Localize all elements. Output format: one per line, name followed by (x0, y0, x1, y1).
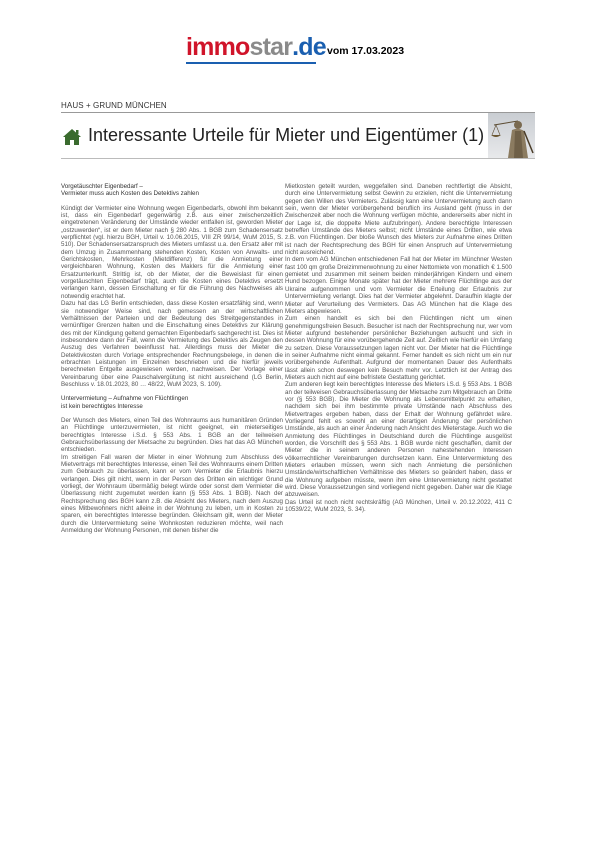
paragraph: Dazu hat das LG Berlin entschieden, dass diese Kosten ersatzfähig sind, wenn sie notwendiger Weise sind, nach gemessen an der wirtschaftlichen Verhältnissen der Parteien und der Bedeutung des Streitgegenstandes in vernünftiger Grenzen halten und die Einschaltung eines Detektivs zur Klärung des mit der Kündigung geltend gemachten Eigenbedarfs sachgerecht ist. Dies ist insbesondere dann der Fall, wenn die Vermietung des Detektivs als Zeugen den Auszug des Verfahren beeinflusst hat. Allerdings muss der Mieter die Detektivkosten durch Vorlage entsprechender Rechnungsbelege, in denen die erbrachten Leistungen im Einzelnen beschrieben und die hierfür jeweils berechneten Entgelte ausgewiesen werden, nachweisen. Der Vorlage einer Vereinbarung über eine Pauschalvergütung ist nicht ausreichend (LG Berlin, Beschluss v. 18.01.2023, 80 … 48/22, WuM 2023, S. 109). (61, 300, 283, 388)
paragraph: Zum anderen liegt kein berechtigtes Interesse des Mieters i.S.d. § 553 Abs. 1 BGB an der teilweisen Gebrauchsüberlassung der Mietsache zum Mitgebrauch an Dritte vor (§ 553 BGB). Die Mieter die Wohnung als Lebensmittelpunkt zu erhalten, nachdem sich bei ihm bestimmte private Umstände nach Abschluss des Mietvertrages ergeben haben, dass der Erhalt der Wohnung gefährdet wäre. Vorliegend fehlt es sowohl an einer derartigen Änderung der persönlichen Umstände, als auch an einer Änderung nach Ansicht des Mieterstage. Auch wo die Anmietung des Flüchtlinges in Deutschland durch die Flüchtlinge ausgelöst worden, die Vorschrift des § 553 Abs. 1 BGB wurde nicht geschaffen, damit der Mieter die in seinem anderen Personen nahestehenden Interessen völkerrechtlicher Vereinbarungen durchsetzen kann. Eine Untervermietung des Mieters erlauben müssen, wenn sich nach Anmietung die persönlichen Umstände/wirtschaftlichen Verhältnisse des Mieters so geändert haben, dass er die Wohnung aufgeben müsste, wenn ihm eine Untervermietung nicht gestattet wird. Diese Voraussetzungen sind vorliegend nicht gegeben. Daher war die Klage abzuweisen. (285, 381, 512, 499)
section-heading: Untervermietung – Aufnahme von Flüchtlingen (61, 395, 189, 403)
home-icon[interactable] (62, 128, 82, 146)
justitia-statue-image (488, 113, 535, 158)
logo-part-de: .de (292, 33, 326, 61)
section-heading: ist kein berechtigtes Interesse (61, 402, 143, 410)
paragraph-gap (61, 198, 283, 205)
paragraph-gap (61, 388, 283, 395)
divider-top (61, 112, 535, 113)
article-column-left (61, 183, 283, 534)
section-heading: Vorgetäuschter Eigenbedarf – (61, 183, 143, 190)
article-title: Interessante Urteile für Mieter und Eigentümer (1) (88, 125, 485, 145)
paragraph: Kündigt der Vermieter eine Wohnung wegen Eigenbedarfs, obwohl ihm bekannt ist, dass ein Eigenbedarf gegenwärtig z.B. aus einer zwischenzeitlich eingetretenen Veränderung der Umstände wieder entfallen ist, geworden Mieter „ostzuwerden“, ist er dem Mieter nach § 280 Abs. 1 BGB zum Schadensersatz verpflichtet (vgl. hierzu BGH, Urteil v. 10.06.2015, VIII ZR 99/14, WuM 2015, S. 510). Der Schadensersatzanspruch des Mieters umfasst u.a. den Ersatz aller mit dem Umzug in Zusammenhang stehenden Kosten, Kosten von Anwalts- und Gerichtskosten, Mehrkosten (Mietdifferenz) für die Anmietung einer vergleichbaren Wohnung, Kosten des Maklers für die Anmietung einer Ersatzunterkunft. Strittig ist, ob der Mieter, der die Beweislast für einen vorgetäuschten Eigenbedarf trägt, auch die Kosten eines Detektivs ersetzt verlangen kann, dessen Einschaltung er für die Führung des Nachweises als notwendig erachtet hat. (61, 204, 283, 300)
paragraph: Das Urteil ist noch nicht rechtskräftig (AG München, Urteil v. 20.12.2022, 411 C 10539/22, WuM 2023, S. 34). (285, 498, 512, 514)
paragraph: Zum einen handelt es sich bei den Flüchtlingen nicht um einen genehmigungsfreien Besuch. Besucher ist nach der Rechtsprechung nur, wer vom Mieter aufgrund bestehender persönlicher Beziehungen aufsucht und sich in dessen Wohnung für eine vorübergehende Zeit auf. Zeitlich wie hierfür ein Umfang zu setzen. Diese Voraussetzungen lagen nicht vor. Der Mieter hat die Flüchtlinge in seiner Aufnahme nicht einmal gekannt. Ferner handelt es sich nicht um ein nur vorübergehende Aufenthalt. Aufgrund der momentanen Dauer des Aufenthalts lässt allein schon deswegen kein Besuch mehr vor. Letztlich ist der Antrag des Mieters auch nicht auf eine befristete Gestattung gerichtet. (285, 315, 512, 381)
site-logo[interactable] (186, 33, 326, 63)
publication-date: vom 17.03.2023 (327, 45, 405, 57)
divider-bottom (61, 158, 535, 159)
paragraph-gap (61, 410, 283, 417)
logo-underline (186, 62, 316, 64)
publisher-name: HAUS + GRUND MÜNCHEN (61, 101, 167, 110)
section-heading: Vermieter muss auch Kosten des Detektivs zahlen (61, 190, 199, 198)
paragraph: Der Wunsch des Mieters, einen Teil des Wohnraums aus humanitären Gründen an Flüchtlinge unterzuvermieten, ist nicht geeignet, ein mieterseitiges berechtigtes Interesse i.S.d. § 553 Abs. 1 BGB an der teilweisen Gebrauchsüberlassung der Mietsache zu begründen. Dies hat das AG München entschieden. (61, 416, 283, 454)
article-column-right (285, 183, 512, 513)
paragraph: Im streitigen Fall waren der Mieter in einer Wohnung zum Abschluss des Mietvertrags mit berechtigtes Interesse, einen Teil des Wohnraums einem Dritten zum Gebrauch zu überlassen, kann er vom Vermieter die Erlaubnis hierzu verlangen. Dies gilt nicht, wenn in der Person des Dritten ein wichtiger Grund vorliegt, der Wohnraum übermäßig belegt würde oder sonst dem Vermieter die Überlassung nicht zugemutet werden kann (§ 553 Abs. 1 BGB). Nach der Rechtsprechung des BGH kann z.B. die Absicht des Mieters, nach dem Auszug eines Mitbewohners nicht alleine in der Wohnung zu leben, um in Kosten zu sparen, ein berechtigtes Interesse begründen. Gleichsam gilt, wenn der Mieter durch die Untervermietung seine Wohnkosten reduzieren möchte, weil nach Anmeldung der Wohnung Personen, mit denen bisher die (61, 453, 283, 535)
logo-part-star: star (249, 33, 293, 61)
paragraph: Mietkosten geteilt wurden, weggefallen sind. Daneben rechtfertigt die Absicht, durch eine Untervermietung selbst Gewinn zu erzielen, nicht die Untervermietung gegen den Willen des Vermieters. Zulässig kann eine Untervermietung auch dann sein, wenn der Mieter vorübergehend beruflich ins Ausland geht (muss in der Zwischenzeit aber noch die Wohnung verfügen möchte, andererseits aber nicht in der Lage ist, die doppelte Miete aufzubringen). Andere berechtigte Interessen betreffen Umstände des Mieters selbst; nicht Umstände eines Dritten, wie etwa z.B. von Flüchtlingen. Der bloße Wunsch des Mieters zur Aufnahme eines Dritten ist nach der Rechtsprechung des BGH für einen Anspruch auf Untervermietung nicht ausreichend. (285, 183, 512, 257)
paragraph: In dem vom AG München entschiedenen Fall hat der Mieter im Münchner Westen fast 100 qm große Dreizimmerwohnung zu einer Nettomiete von monatlich € 1.500 gemietet und zusammen mit seinem beiden minderjährigen Kindern und einem Hund bezogen. Einige Monate später hat der Mieter mehrere Flüchtlinge aus der Ukraine aufgenommen und vom Vermieter die Erteilung der Erlaubnis zur Untervermietung verlangt. Dies hat der Vermieter abgelehnt. Daraufhin klagte der Mieter auf Verurteilung des Vermieters. Das AG München hat die Klage des Mieters abgewiesen. (285, 256, 512, 315)
logo-part-immo: immo (186, 33, 250, 61)
